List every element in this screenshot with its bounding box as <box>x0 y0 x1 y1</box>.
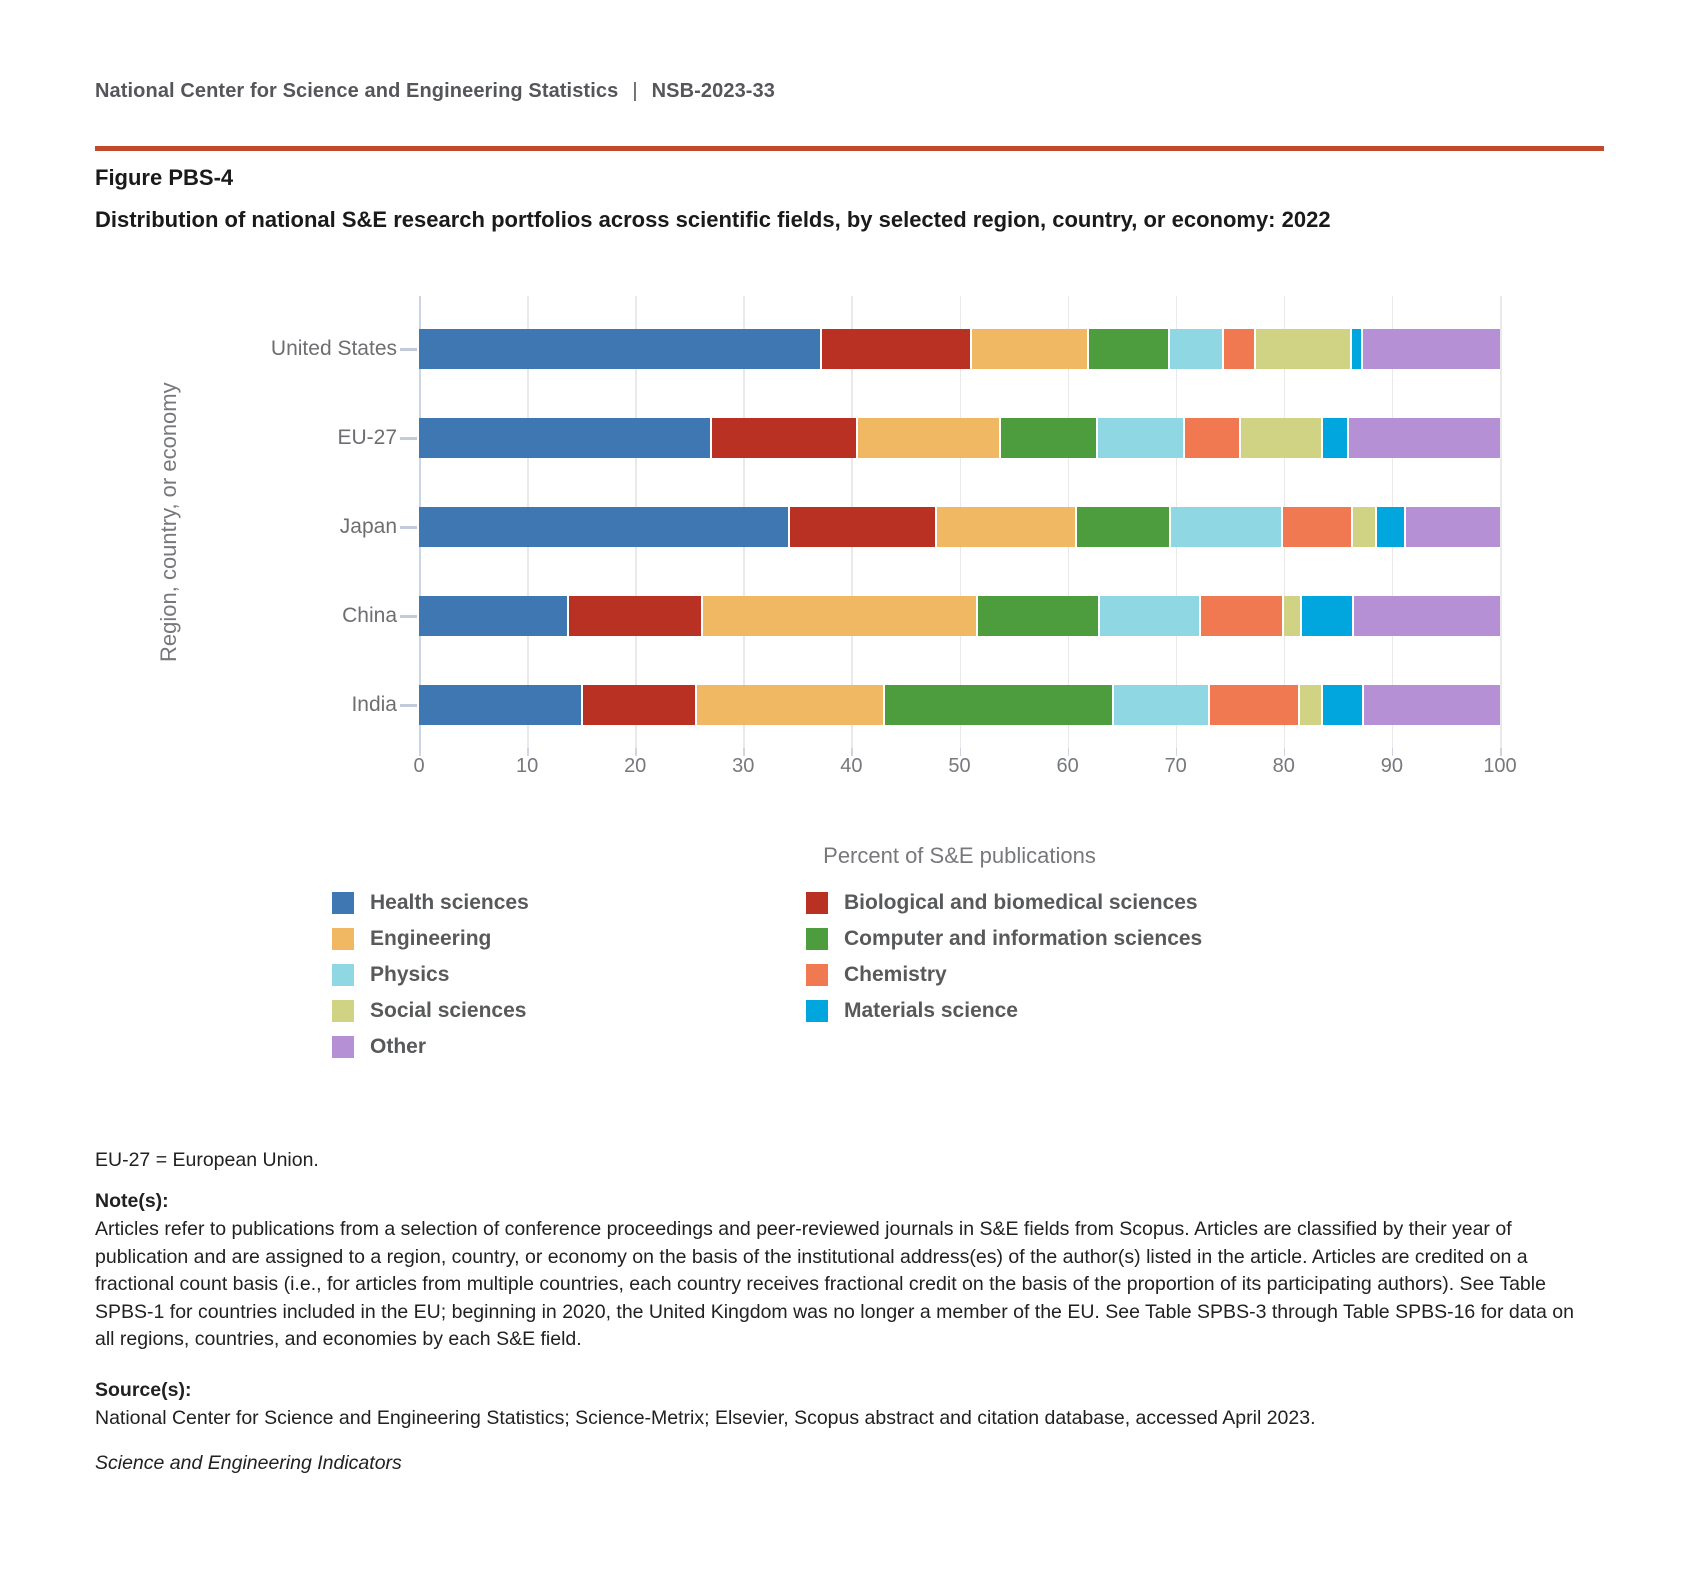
bar-segment[interactable] <box>419 329 822 369</box>
bar-segment[interactable] <box>972 329 1089 369</box>
x-tick-label-50: 50 <box>948 755 971 777</box>
gridline-100 <box>1500 296 1502 748</box>
bar-segment[interactable] <box>583 685 697 725</box>
header-separator: | <box>632 80 638 102</box>
legend-item-health-sciences[interactable] <box>332 885 529 921</box>
bar-segment[interactable] <box>1349 418 1500 458</box>
x-tick-label-20: 20 <box>624 755 647 777</box>
bar-segment[interactable] <box>703 596 978 636</box>
abbreviation-note: EU-27 = European Union. <box>95 1149 319 1171</box>
bar-segment[interactable] <box>1284 596 1302 636</box>
legend-swatch-icon <box>332 964 354 986</box>
legend-item-materials-science[interactable] <box>806 993 1202 1029</box>
bar-segment[interactable] <box>1364 685 1500 725</box>
bar-segment[interactable] <box>697 685 885 725</box>
bar-segment[interactable] <box>419 418 712 458</box>
legend-swatch-icon <box>332 892 354 914</box>
legend-swatch-icon <box>332 928 354 950</box>
x-tick-label-90: 90 <box>1380 755 1404 777</box>
x-tick-label-0: 0 <box>413 755 425 777</box>
legend-swatch-icon <box>806 964 828 986</box>
x-tick-label-60: 60 <box>1056 755 1079 777</box>
row-label-japan: Japan <box>339 515 397 538</box>
sources-text: National Center for Science and Engineering Statistics; Science-Metrix; Elsevier, Scopus abstract and citation database, accessed April 2023. <box>95 1407 1316 1429</box>
bar-segment[interactable] <box>1352 329 1363 369</box>
bar-segment[interactable] <box>419 507 790 547</box>
bar-segment[interactable] <box>1377 507 1406 547</box>
x-axis-title: Percent of S&E publications <box>823 843 1096 868</box>
bar-segment[interactable] <box>1323 685 1364 725</box>
bar-segment[interactable] <box>1224 329 1255 369</box>
report-id: NSB-2023-33 <box>651 80 775 102</box>
legend-label: Engineering <box>370 927 492 950</box>
bar-segment[interactable] <box>1077 507 1171 547</box>
legend-swatch-icon <box>806 892 828 914</box>
legend-swatch-icon <box>806 928 828 950</box>
chart-legend-column-2 <box>806 885 1202 1029</box>
legend-item-computer-and-information-sciences[interactable] <box>806 921 1202 957</box>
legend-swatch-icon <box>332 1036 354 1058</box>
bar-row-china <box>419 596 1500 636</box>
row-label-eu-27: EU-27 <box>337 426 397 449</box>
x-tick-label-80: 80 <box>1272 755 1295 777</box>
bar-segment[interactable] <box>1354 596 1500 636</box>
y-tick-mark <box>400 526 417 529</box>
org-name: National Center for Science and Engineering Statistics <box>95 80 619 102</box>
bar-segment[interactable] <box>1100 596 1201 636</box>
y-tick-mark <box>400 615 417 618</box>
bar-segment[interactable] <box>1256 329 1352 369</box>
bar-segment[interactable] <box>790 507 937 547</box>
bar-segment[interactable] <box>1363 329 1500 369</box>
legend-label: Computer and information sciences <box>844 927 1203 950</box>
x-tick-label-100: 100 <box>1483 755 1517 777</box>
bar-segment[interactable] <box>419 596 569 636</box>
legend-label: Physics <box>370 963 450 986</box>
legend-label: Biological and biomedical sciences <box>844 891 1198 914</box>
legend-item-engineering[interactable] <box>332 921 529 957</box>
legend-label: Other <box>370 1035 427 1058</box>
bar-segment[interactable] <box>885 685 1114 725</box>
legend-label: Health sciences <box>370 891 529 914</box>
bar-row-eu-27 <box>419 418 1500 458</box>
bar-segment[interactable] <box>1300 685 1323 725</box>
bar-segment[interactable] <box>419 685 583 725</box>
legend-label: Social sciences <box>370 999 527 1022</box>
bar-segment[interactable] <box>1170 329 1224 369</box>
bar-segment[interactable] <box>1001 418 1098 458</box>
figure-label: Figure PBS-4 <box>95 165 234 190</box>
x-tick-label-10: 10 <box>515 755 539 777</box>
bar-segment[interactable] <box>569 596 703 636</box>
notes-label: Note(s): <box>95 1190 169 1212</box>
bar-segment[interactable] <box>1241 418 1323 458</box>
legend-label: Materials science <box>844 999 1018 1022</box>
y-axis-title: Region, country, or economy <box>156 382 181 662</box>
legend-swatch-icon <box>332 1000 354 1022</box>
bar-segment[interactable] <box>1406 507 1500 547</box>
sources-label: Source(s): <box>95 1379 192 1401</box>
bar-segment[interactable] <box>1185 418 1240 458</box>
bar-segment[interactable] <box>1098 418 1186 458</box>
y-tick-mark <box>400 704 417 707</box>
chart-legend-column-1 <box>332 885 529 1065</box>
legend-swatch-icon <box>806 1000 828 1022</box>
plot-area <box>419 296 1500 748</box>
legend-item-biological-and-biomedical-sciences[interactable] <box>806 885 1202 921</box>
row-label-india: India <box>351 693 397 716</box>
figure-title: Distribution of national S&E research portfolios across scientific fields, by selected region, country, or economy: 2022 <box>95 207 1331 232</box>
bar-row-united-states <box>419 329 1500 369</box>
x-tick-label-30: 30 <box>732 755 755 777</box>
bar-segment[interactable] <box>1089 329 1170 369</box>
bar-segment[interactable] <box>978 596 1100 636</box>
y-tick-mark <box>400 437 417 440</box>
x-tick-label-70: 70 <box>1164 755 1187 777</box>
bar-segment[interactable] <box>712 418 858 458</box>
row-label-china: China <box>342 604 397 627</box>
bar-segment[interactable] <box>1302 596 1354 636</box>
notes-text: Articles refer to publications from a selection of conference proceedings and peer-reviewed journals in S&E fields from Scopus. Articles are classified by their year of publication and are assigned to a region, country, or economy on the basis of the institutional address(es) of the author(s) listed in the article. Articles are credited on a fractional count basis (i.e., for articles from multiple countries, each country receives fractional credit on the basis of the proportion of its participating authors). See Table SPBS-1 for countries included in the EU; beginning in 2020, the United Kingdom was no longer a member of the EU. See Table SPBS-3 through Table SPBS-16 for data on all regions, countries, and economies by each S&E field. <box>95 1218 1574 1350</box>
bar-segment[interactable] <box>1283 507 1353 547</box>
legend-item-other[interactable] <box>332 1029 529 1065</box>
bar-segment[interactable] <box>1210 685 1300 725</box>
bar-row-japan <box>419 507 1500 547</box>
bar-segment[interactable] <box>1201 596 1284 636</box>
legend-item-physics[interactable] <box>332 957 529 993</box>
legend-label: Chemistry <box>844 963 947 986</box>
legend-item-social-sciences[interactable] <box>332 993 529 1029</box>
bar-segment[interactable] <box>1114 685 1210 725</box>
bar-segment[interactable] <box>1171 507 1282 547</box>
bar-segment[interactable] <box>1353 507 1377 547</box>
header-rule-divider <box>95 146 1604 151</box>
bar-segment[interactable] <box>822 329 972 369</box>
bar-row-india <box>419 685 1500 725</box>
row-label-united-states: United States <box>270 337 397 360</box>
bar-segment[interactable] <box>1323 418 1349 458</box>
y-tick-mark <box>400 348 417 351</box>
publication-name: Science and Engineering Indicators <box>95 1452 402 1474</box>
bar-segment[interactable] <box>858 418 1001 458</box>
x-tick-label-40: 40 <box>840 755 863 777</box>
bar-segment[interactable] <box>937 507 1078 547</box>
document-header <box>95 80 775 103</box>
legend-item-chemistry[interactable] <box>806 957 1202 993</box>
